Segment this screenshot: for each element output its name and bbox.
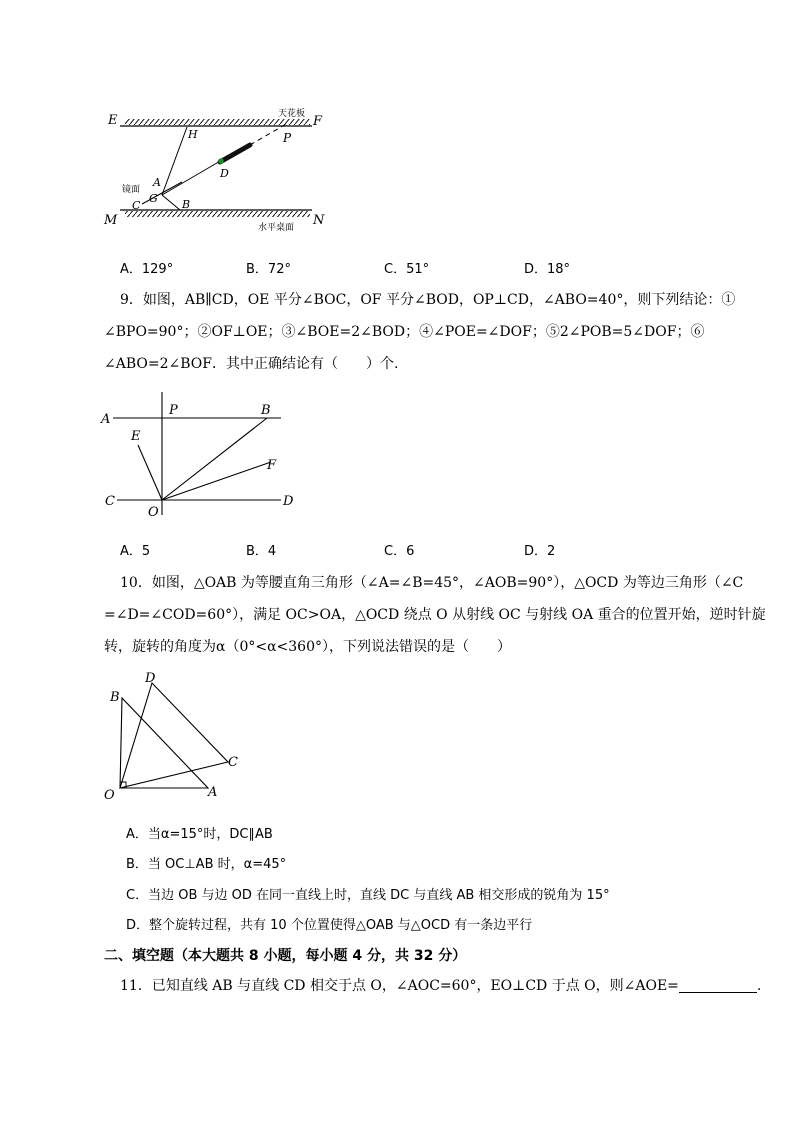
- label-P: P: [169, 403, 178, 418]
- label-O: O: [148, 505, 159, 520]
- table-hatch: [125, 211, 310, 217]
- label-P: P: [283, 131, 292, 145]
- label-B: B: [110, 690, 120, 705]
- label-D: D: [145, 671, 156, 686]
- q9-option-b[interactable]: B．4: [246, 544, 277, 559]
- q9-option-a[interactable]: A．5: [120, 544, 151, 559]
- q8-option-d[interactable]: D．18°: [524, 262, 571, 277]
- q10-figure: [100, 668, 250, 803]
- q10-line-3: 转，旋转的角度为α（0°<α<360°），下列说法错误的是（ ）: [104, 639, 511, 655]
- q11-line: [120, 975, 761, 995]
- ray-OE: [138, 445, 162, 500]
- ray-HG: [162, 127, 187, 195]
- q10-line-2: =∠D=∠COD=60°），满足 OC>OA，△OCD 绕点 O 从射线 OC 与射线 OA 重合的位置开始，逆时针旋: [104, 607, 766, 623]
- mirror-line: [142, 182, 182, 204]
- label-D: D: [283, 494, 294, 509]
- label-N: N: [313, 213, 325, 228]
- flashlight: [220, 145, 250, 162]
- label-A: A: [153, 176, 161, 189]
- label-H: H: [188, 128, 198, 141]
- mirror-caption: 镜面: [122, 185, 141, 195]
- label-B: B: [261, 403, 271, 418]
- label-G: G: [149, 192, 158, 205]
- q8-option-b[interactable]: B．72°: [246, 262, 291, 277]
- q9-line-3: ∠ABO=2∠BOF．其中正确结论有（ ）个.: [104, 356, 399, 372]
- q9-line-2: ∠BPO=90°；②OF⊥OE；③∠BOE=2∠BOD；④∠POE=∠DOF；⑤2∠POB=5∠DOF；⑥: [104, 324, 705, 340]
- ray-OB: [162, 418, 267, 500]
- q11-end: .: [756, 978, 762, 994]
- label-E: E: [131, 429, 141, 444]
- q10-option-b[interactable]: B．当 OC⊥AB 时，α=45°: [126, 857, 287, 872]
- label-C: C: [228, 755, 238, 770]
- ray-GD: [162, 160, 222, 195]
- label-C: C: [105, 494, 115, 509]
- q9-option-c[interactable]: C．6: [384, 544, 415, 559]
- q9-figure: [95, 390, 315, 525]
- q11-text: 11．已知直线 AB 与直线 CD 相交于点 O，∠AOC=60°，EO⊥CD 于点 O，则∠AOE=: [120, 978, 679, 994]
- label-C: C: [132, 199, 141, 212]
- label-A: A: [208, 785, 218, 800]
- q8-figure: [100, 100, 340, 240]
- label-F: F: [313, 114, 323, 129]
- label-O: O: [104, 788, 115, 803]
- q10-line-1: 10．如图，△OAB 为等腰直角三角形（∠A=∠B=45°，∠AOB=90°），△OCD 为等边三角形（∠C: [120, 575, 744, 591]
- q9-option-d[interactable]: D．2: [524, 544, 556, 559]
- label-D: D: [220, 167, 229, 180]
- table-caption: 水平桌面: [258, 223, 295, 233]
- ray-OF: [162, 462, 271, 500]
- q10-option-c[interactable]: C．当边 OB 与边 OD 在同一直线上时，直线 DC 与直线 AB 相交形成的锐角为 15°: [126, 888, 610, 903]
- q10-option-d[interactable]: D．整个旋转过程，共有 10 个位置使得△OAB 与△OCD 有一条边平行: [126, 918, 533, 933]
- mirror-support: [162, 195, 180, 210]
- triangle-OCD: [120, 683, 228, 788]
- label-M: M: [104, 213, 118, 228]
- ceiling-hatch: [125, 119, 310, 125]
- label-E: E: [108, 113, 118, 128]
- q9-line-1: 9．如图，AB∥CD，OE 平分∠BOC，OF 平分∠BOD，OP⊥CD，∠ABO=40°，则下列结论：①: [120, 292, 736, 308]
- flashlight-lens: [218, 158, 224, 164]
- label-B: B: [182, 198, 191, 211]
- q8-option-c[interactable]: C．51°: [384, 262, 430, 277]
- label-A: A: [101, 412, 111, 427]
- ceiling-caption: 天花板: [278, 109, 306, 119]
- q10-option-a[interactable]: A．当α=15°时，DC∥AB: [126, 827, 273, 842]
- q8-option-a[interactable]: A．129°: [120, 262, 174, 277]
- label-F: F: [267, 458, 277, 473]
- q11-answer-blank[interactable]: [679, 978, 757, 993]
- section-heading-fill-in: 二、填空题（本大题共 8 小题，每小题 4 分，共 32 分）: [104, 948, 467, 964]
